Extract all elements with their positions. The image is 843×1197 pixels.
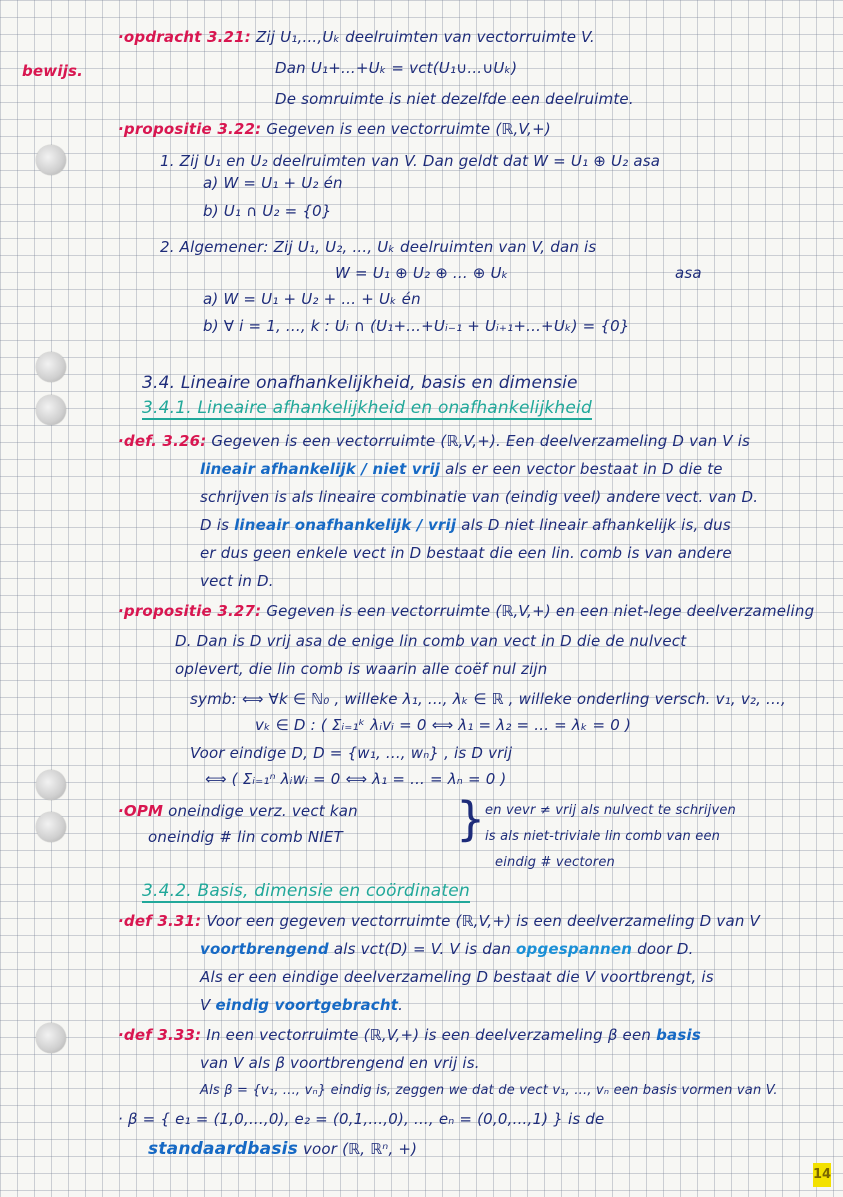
curly-brace: } [456, 792, 486, 846]
note-line: oplevert, die lin comb is waarin alle coëf nul zijn [175, 660, 548, 678]
note-line: symb: ⟺ ∀k ∈ ℕ₀ , willeke λ₁, ..., λₖ ∈ ℝ , willeke onderling versch. v₁, v₂, ..., [190, 690, 786, 708]
punch-hole [36, 352, 66, 382]
section-heading: 3.4. Lineaire onafhankelijkheid, basis en dimensie [142, 373, 578, 393]
note-line: ·propositie 3.27: Gegeven is een vectorruimte (ℝ,V,+) en een niet-lege deelverzameling [118, 602, 815, 620]
note-line: standaardbasis voor (ℝ, ℝⁿ, +) [148, 1139, 418, 1159]
punch-hole [36, 145, 66, 175]
note-line: 1. Zij U₁ en U₂ deelruimten van V. Dan geldt dat W = U₁ ⊕ U₂ asa [160, 152, 661, 170]
note-line: Voor eindige D, D = {w₁, ..., wₙ} , is D vrij [190, 744, 513, 762]
note-line: ·OPM oneindige verz. vect kan [118, 802, 358, 820]
margin-note: bewijs. [22, 62, 84, 80]
note-line: voortbrengend als vct(D) = V. V is dan opgespannen door D. [200, 940, 694, 958]
punch-hole [36, 812, 66, 842]
note-line: schrijven is als lineaire combinatie van (eindig veel) andere vect. van D. [200, 488, 759, 506]
punch-hole [36, 770, 66, 800]
note-line: is als niet-triviale lin comb van een [485, 829, 721, 844]
note-line: D is lineair onafhankelijk / vrij als D niet lineair afhankelijk is, dus [200, 516, 731, 534]
note-line: b) U₁ ∩ U₂ = {0} [203, 202, 332, 220]
note-line: 2. Algemener: Zij U₁, U₂, ..., Uₖ deelruimten van V, dan is [160, 238, 597, 256]
note-line: b) ∀ i = 1, ..., k : Uᵢ ∩ (U₁+...+Uᵢ₋₁ + Uᵢ₊₁+...+Uₖ) = {0} [203, 317, 630, 335]
note-line: oneindig # lin comb NIET [148, 828, 343, 846]
note-line: ·opdracht 3.21: Zij U₁,...,Uₖ deelruimten van vectorruimte V. [118, 28, 595, 46]
punch-hole [36, 395, 66, 425]
note-line: ·def 3.31: Voor een gegeven vectorruimte (ℝ,V,+) is een deelverzameling D van V [118, 912, 760, 930]
note-line: er dus geen enkele vect in D bestaat die een lin. comb is van andere [200, 544, 732, 562]
note-line: ·propositie 3.22: Gegeven is een vectorruimte (ℝ,V,+) [118, 120, 551, 138]
note-line: a) W = U₁ + U₂ én [203, 174, 343, 192]
note-line: ·def. 3.26: Gegeven is een vectorruimte (ℝ,V,+). Een deelverzameling D van V is [118, 432, 751, 450]
note-line: lineair afhankelijk / niet vrij als er een vector bestaat in D die te [200, 460, 723, 478]
note-line: Dan U₁+...+Uₖ = vct(U₁∪...∪Uₖ) [275, 59, 518, 77]
note-line: van V als β voortbrengend en vrij is. [200, 1054, 480, 1072]
note-line: · β = { e₁ = (1,0,...,0), e₂ = (0,1,...,0), ..., eₙ = (0,0,...,1) } is de [118, 1110, 605, 1128]
note-line: V eindig voortgebracht. [200, 996, 404, 1014]
punch-hole [36, 1023, 66, 1053]
note-line: ⟺ ( Σᵢ₌₁ⁿ λᵢwᵢ = 0 ⟺ λ₁ = ... = λₙ = 0 ) [205, 770, 507, 788]
page-number: 14 [813, 1163, 831, 1187]
note-line: vₖ ∈ D : ( Σᵢ₌₁ᵏ λᵢvᵢ = 0 ⟺ λ₁ = λ₂ = ... = λₖ = 0 ) [255, 716, 632, 734]
note-line: Als er een eindige deelverzameling D bestaat die V voortbrengt, is [200, 968, 714, 986]
note-line: en vevr ≠ vrij als nulvect te schrijven [485, 803, 736, 818]
note-line: D. Dan is D vrij asa de enige lin comb van vect in D die de nulvect [175, 632, 687, 650]
note-line: W = U₁ ⊕ U₂ ⊕ ... ⊕ Uₖ asa [335, 264, 702, 282]
subsection-heading: 3.4.2. Basis, dimensie en coördinaten [142, 881, 470, 901]
note-line: vect in D. [200, 572, 274, 590]
note-line: Als β = {v₁, ..., vₙ} eindig is, zeggen we dat de vect v₁, ..., vₙ een basis vormen van V. [200, 1083, 778, 1098]
note-line: De somruimte is niet dezelfde een deelruimte. [275, 90, 634, 108]
note-line: a) W = U₁ + U₂ + ... + Uₖ én [203, 290, 421, 308]
note-line: eindig # vectoren [495, 855, 615, 870]
note-line: ·def 3.33: In een vectorruimte (ℝ,V,+) is een deelverzameling β een basis [118, 1026, 701, 1044]
subsection-heading: 3.4.1. Lineaire afhankelijkheid en onafhankelijkheid [142, 398, 592, 418]
